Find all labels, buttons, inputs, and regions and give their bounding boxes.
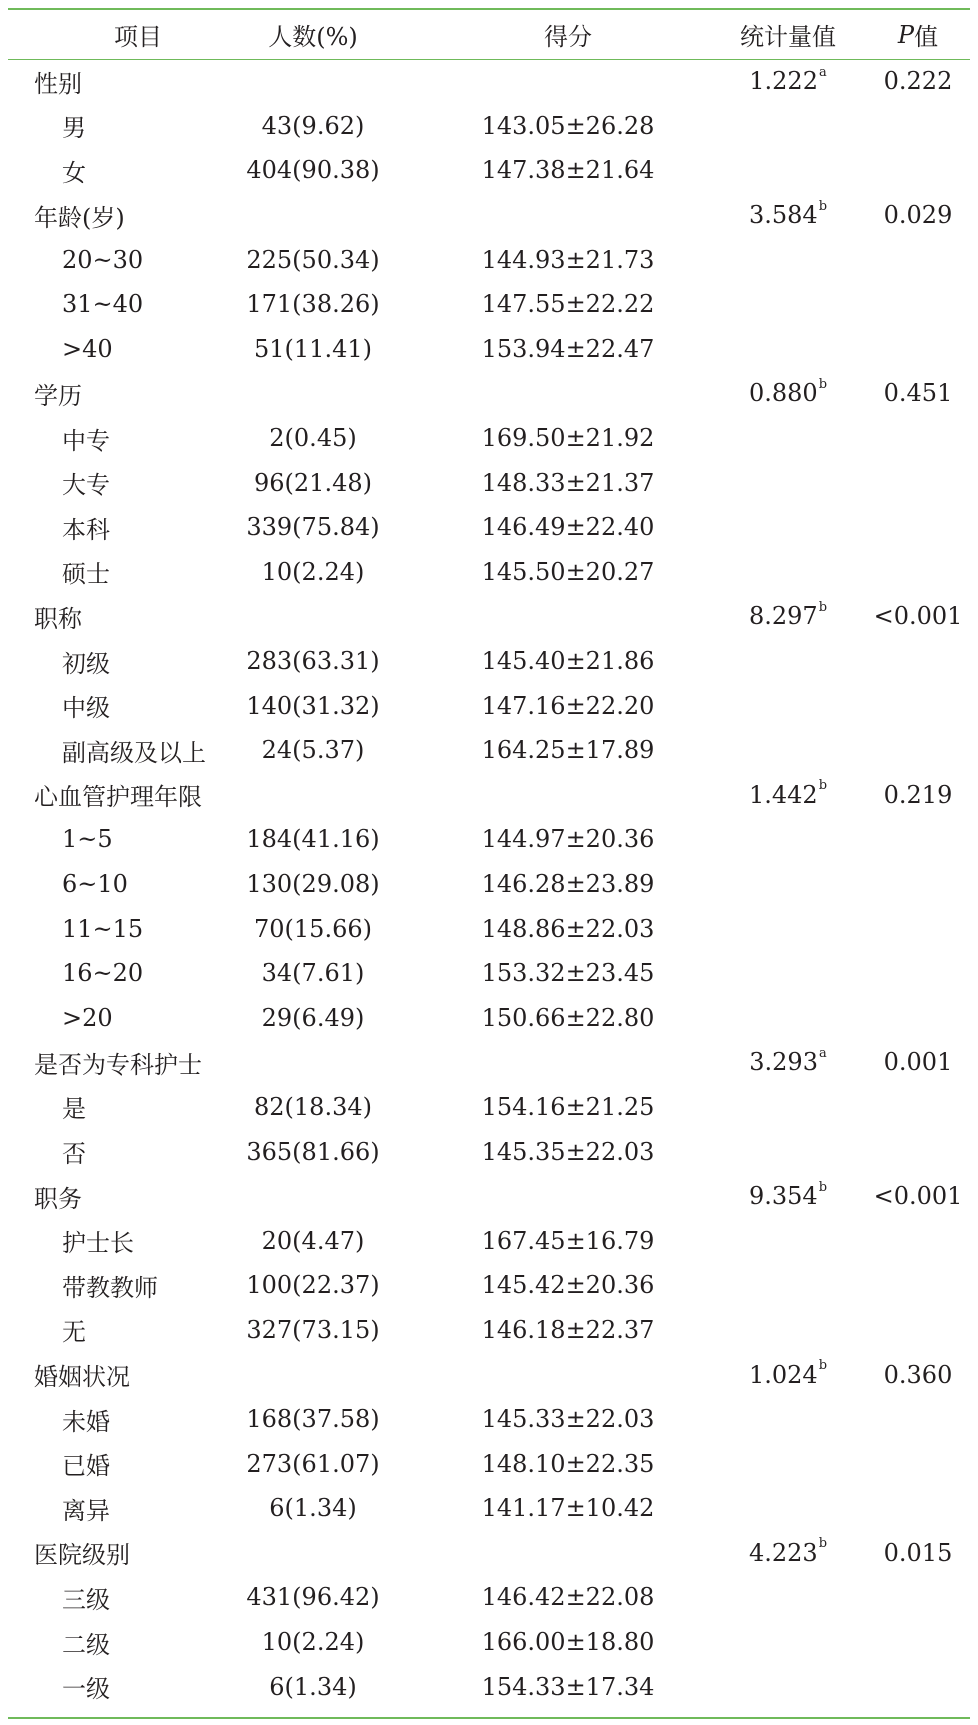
p-value-cell: 0.029 [883,201,953,230]
score-cell: 145.42±20.36 [481,1271,655,1300]
row-label: 20~30 [62,245,144,274]
score-cell: 145.40±21.86 [481,647,655,676]
score-cell: 147.55±22.22 [481,290,655,319]
row-label: 本科 [62,515,110,544]
p-value-cell: <0.001 [873,602,963,631]
p-value-cell: <0.001 [873,1182,963,1211]
table-row [8,550,970,595]
table-row [8,1575,970,1620]
count-cell: 20(4.47) [261,1226,365,1255]
table-row [8,148,970,193]
table-row [8,1620,970,1665]
table-group-row [8,193,970,238]
stat-superscript: b [818,198,828,214]
row-label: 31~40 [62,290,144,319]
row-label: 二级 [62,1630,110,1659]
table-row [8,683,970,728]
table-header-row [8,10,970,59]
table-group-row [8,1040,970,1085]
row-label: >40 [62,334,113,363]
table-row [8,237,970,282]
data-table [8,10,970,1709]
table-row [8,817,970,862]
score-cell: 147.38±21.64 [481,156,655,185]
stat-superscript: a [818,64,827,80]
count-cell: 2(0.45) [269,424,357,453]
count-cell: 82(18.34) [254,1092,372,1121]
table-group-row [8,371,970,416]
score-cell: 154.33±17.34 [481,1672,655,1701]
row-label: 三级 [62,1585,110,1614]
stat-value: 3.584 [748,201,818,230]
count-cell: 283(63.31) [246,647,380,676]
table-row [8,1263,970,1308]
table-group-row [8,1174,970,1219]
count-cell: 225(50.34) [246,245,380,274]
score-cell: 145.33±22.03 [481,1405,655,1434]
table-row [8,728,970,773]
count-cell: 51(11.41) [254,334,372,363]
row-label: 年龄(岁) [34,203,125,232]
table-row [8,1486,970,1531]
row-label: 11~15 [62,914,144,943]
table-group-row [8,1531,970,1576]
stat-value: 1.222 [749,67,818,96]
table-row [8,1085,970,1130]
score-cell: 148.86±22.03 [481,914,655,943]
count-cell: 96(21.48) [254,468,372,497]
row-label: 1~5 [62,825,113,854]
row-label: 未婚 [62,1407,110,1436]
count-cell: 43(9.62) [261,111,365,140]
count-cell: 365(81.66) [246,1137,380,1166]
row-label: 否 [62,1140,86,1169]
stat-superscript: b [818,778,828,794]
count-cell: 10(2.24) [261,1628,365,1657]
count-cell: 339(75.84) [246,513,380,542]
score-cell: 146.28±23.89 [481,869,655,898]
table-group-row [8,1352,970,1397]
count-cell: 140(31.32) [246,691,380,720]
table-row [8,104,970,149]
count-cell: 70(15.66) [254,914,372,943]
count-cell: 6(1.34) [269,1494,357,1523]
stat-superscript: b [818,1358,828,1374]
p-value-cell: 0.015 [883,1538,953,1567]
row-label: 中级 [62,694,110,723]
header-p-value [858,10,978,59]
row-label: 婚姻状况 [34,1363,130,1392]
table-bottom-rule [8,1717,970,1719]
score-cell: 153.32±23.45 [481,959,655,988]
score-cell: 169.50±21.92 [481,424,655,453]
count-cell: 171(38.26) [246,290,380,319]
table-row [8,1308,970,1353]
count-cell: 431(96.42) [246,1583,380,1612]
count-cell: 273(61.07) [246,1449,380,1478]
row-label: 男 [62,114,86,143]
count-cell: 168(37.58) [246,1405,380,1434]
stat-value: 4.223 [748,1538,818,1567]
stat-value: 8.297 [748,602,818,631]
row-label: 是否为专科护士 [34,1050,202,1079]
score-cell: 147.16±22.20 [481,691,655,720]
score-cell: 166.00±18.80 [481,1628,655,1657]
score-cell: 143.05±26.28 [481,111,655,140]
row-label: 大专 [62,471,110,500]
table-row [8,1218,970,1263]
table-row [8,327,970,372]
header-p-suffix: 值 [914,23,939,51]
row-label: 女 [62,158,86,187]
count-cell: 184(41.16) [246,825,380,854]
row-label: 护士长 [62,1229,134,1258]
score-cell: 167.45±16.79 [481,1226,655,1255]
table-row [8,1129,970,1174]
score-cell: 146.42±22.08 [481,1583,655,1612]
score-cell: 145.50±20.27 [481,557,655,586]
table-group-row [8,773,970,818]
header-score: 得分 [544,23,592,51]
count-cell: 404(90.38) [246,156,380,185]
row-label: 职务 [34,1184,82,1213]
score-cell: 164.25±17.89 [481,736,655,765]
table-group-row [8,594,970,639]
table-row [8,282,970,327]
table-row [8,416,970,461]
p-value-cell: 0.451 [883,379,953,408]
p-value-cell: 0.360 [883,1360,953,1389]
score-cell: 145.35±22.03 [481,1137,655,1166]
table-row [8,862,970,907]
row-label: 副高级及以上 [62,738,206,767]
table-group-row [8,59,970,104]
table-body [8,59,970,1709]
row-label: 无 [62,1318,86,1347]
row-label: 16~20 [62,959,144,988]
row-label: 中专 [62,426,110,455]
count-cell: 34(7.61) [261,959,365,988]
header-count: 人数(%) [268,23,358,51]
table-row [8,906,970,951]
table-row [8,1397,970,1442]
row-label: 性别 [34,69,82,98]
row-label: 已婚 [62,1452,110,1481]
stat-value: 3.293 [749,1048,818,1077]
stat-superscript: b [818,376,828,392]
stat-value: 9.354 [748,1182,818,1211]
row-label: 心血管护理年限 [34,783,202,812]
row-label: 硕士 [62,560,110,589]
score-cell: 148.10±22.35 [481,1449,655,1478]
header-p-letter: P [897,20,915,49]
score-cell: 146.49±22.40 [481,513,655,542]
count-cell: 6(1.34) [269,1672,357,1701]
score-cell: 153.94±22.47 [481,334,655,363]
count-cell: 24(5.37) [261,736,365,765]
score-cell: 148.33±21.37 [481,468,655,497]
stat-value: 1.024 [748,1360,818,1389]
header-item: 项目 [114,23,162,51]
stat-superscript: b [818,1536,828,1552]
score-cell: 150.66±22.80 [481,1003,655,1032]
table-row [8,505,970,550]
row-label: 学历 [34,381,82,410]
table-row [8,1664,970,1709]
count-cell: 10(2.24) [261,557,365,586]
p-value-cell: 0.219 [883,780,953,809]
count-cell: 130(29.08) [246,869,380,898]
row-label: 带教教师 [62,1273,158,1302]
p-value-cell: 0.222 [883,67,953,96]
table-row [8,995,970,1040]
score-cell: 141.17±10.42 [481,1494,655,1523]
row-label: 初级 [62,649,110,678]
p-value-cell: 0.001 [883,1048,953,1077]
header-stat: 统计量值 [740,23,836,51]
table-row [8,951,970,996]
table-row [8,460,970,505]
row-label: 离异 [62,1496,110,1525]
score-cell: 154.16±21.25 [481,1092,655,1121]
stat-superscript: a [818,1045,827,1061]
row-label: >20 [62,1003,113,1032]
row-label: 医院级别 [34,1541,130,1570]
table-row [8,1441,970,1486]
count-cell: 29(6.49) [261,1003,365,1032]
count-cell: 327(73.15) [246,1315,380,1344]
count-cell: 100(22.37) [246,1271,380,1300]
row-label: 是 [62,1095,86,1124]
stat-value: 0.880 [748,379,818,408]
stat-value: 1.442 [748,780,818,809]
row-label: 一级 [62,1675,110,1704]
table-row [8,639,970,684]
score-cell: 144.97±20.36 [481,825,655,854]
stat-superscript: b [818,1179,828,1195]
stat-superscript: b [818,599,828,615]
score-cell: 146.18±22.37 [481,1315,655,1344]
row-label: 职称 [34,604,82,633]
score-cell: 144.93±21.73 [481,245,655,274]
row-label: 6~10 [62,869,128,898]
